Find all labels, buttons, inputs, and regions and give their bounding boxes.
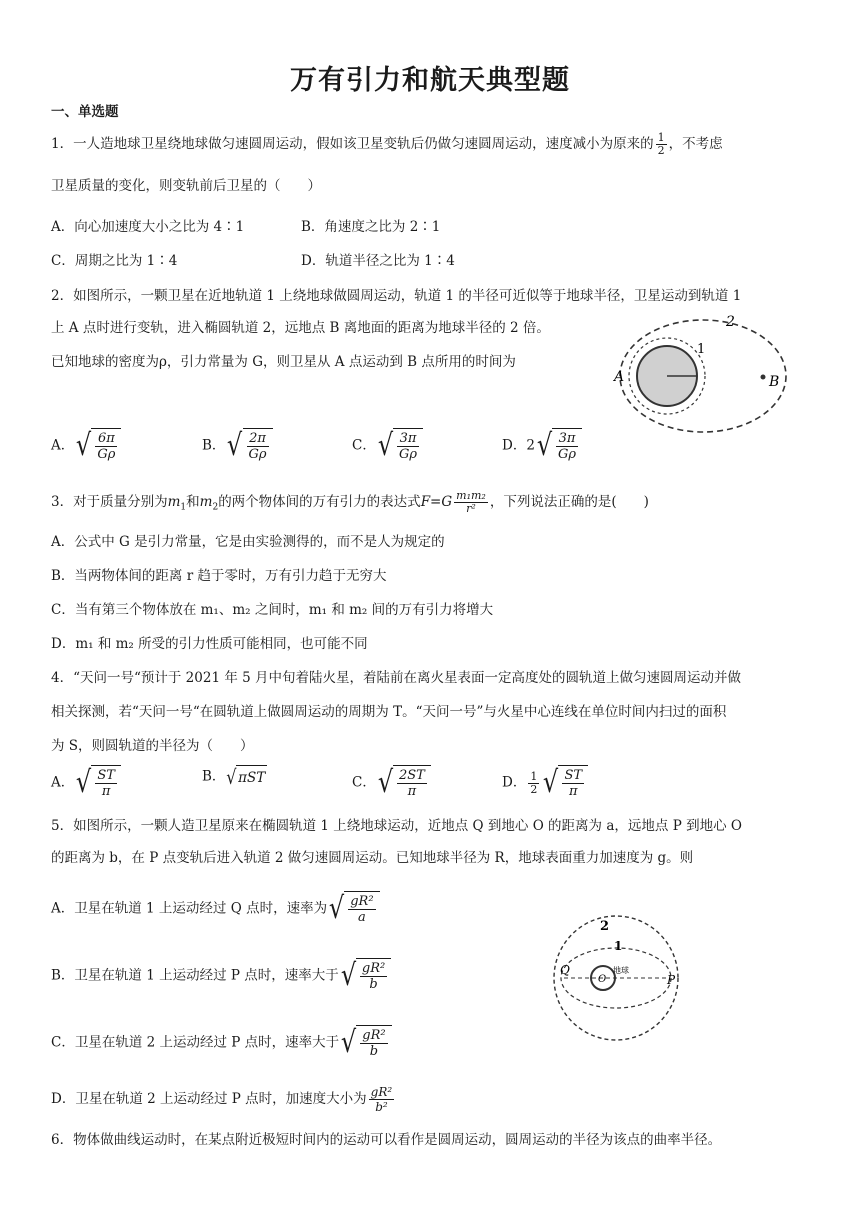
q5-label-q: Q — [560, 963, 570, 977]
q5-stem-line-1: 5．如图所示，一颗人造卫星原来在椭圆轨道 1 上绕地球运动，近地点 Q 到地心 O 的距离为 a，远地点 P 到地心 O — [51, 818, 742, 834]
q4-stem-line-1: 4．“天问一号“预计于 2021 年 5 月中旬着陆火星，着陆前在离火星表面一定高度处的圆轨道上做匀速圆周运动并做 — [51, 670, 742, 686]
page-title: 万有引力和航天典型题 — [290, 65, 570, 96]
q2-stem-line-3: 已知地球的密度为ρ，引力常量为 G，则卫星从 A 点运动到 B 点所用的时间为 — [51, 354, 516, 370]
q5-option-b: B．卫星在轨道 1 上运动经过 P 点时，速率大于 √ $\frac{\text{gR²}}{b}$ — [51, 958, 391, 994]
q2-option-b: B． √ $\frac{2\pi}{G\rho}$ — [202, 428, 273, 464]
q2-option-c: C． √ $\frac{3\pi}{G\rho}$ — [352, 428, 423, 464]
q4-stem-line-2: 相关探测，若“天问一号“在圆轨道上做圆周运动的周期为 T。“天问一号”与火星中心连线在单位时间内扫过的面积 — [51, 704, 727, 720]
q2-label-b: B — [769, 374, 780, 390]
q4-option-b: B． √ πST — [202, 765, 266, 789]
q4-option-c: C． √ $\frac{2ST}{\pi}$ — [352, 765, 431, 801]
q5-label-2: 2 — [600, 919, 610, 934]
q4-option-d: D． $\frac{1}{2}$ √ $\frac{ST}{\pi}$ — [502, 765, 588, 801]
q3-option-d: D．m₁ 和 m₂ 所受的引力性质可能相同，也可能不同 — [51, 636, 368, 652]
q2-label-1: 1 — [697, 342, 706, 357]
q1-option-a: A．向心加速度大小之比为 4∶1 — [51, 219, 245, 235]
q5-option-d: D．卫星在轨道 2 上运动经过 P 点时，加速度大小为 $\frac{\text{gR²}}{\text{b²}}$ — [51, 1085, 393, 1114]
q2-label-a: A — [614, 369, 625, 385]
section-heading: 一、单选题 — [51, 104, 119, 120]
q3-option-a: A．公式中 G 是引力常量，它是由实验测得的，而不是人为规定的 — [51, 534, 445, 550]
q4-stem-line-3: 为 S，则圆轨道的半径为（ ） — [51, 738, 254, 754]
q3-option-c: C．当有第三个物体放在 m₁、m₂ 之间时，m₁ 和 m₂ 间的万有引力将增大 — [51, 602, 494, 618]
q2-label-2: 2 — [726, 314, 735, 330]
q6-stem: 6．物体做曲线运动时，在某点附近极短时间内的运动可以看作是圆周运动，圆周运动的半径为该点的曲率半径。 — [51, 1132, 722, 1148]
q3-option-b: B．当两物体间的距离 r 趋于零时，万有引力趋于无穷大 — [51, 568, 387, 584]
q1-option-b: B．角速度之比为 2∶1 — [301, 219, 441, 235]
q2-option-a: A． √ $\frac{6\pi}{G\rho}$ — [51, 428, 121, 464]
q1-stem-line-2: 卫星质量的变化，则变轨前后卫星的（ ） — [51, 178, 321, 194]
q2-orbit-figure — [608, 308, 798, 440]
q2-point-b — [761, 375, 766, 380]
q2-stem-line-1: 2．如图所示，一颗卫星在近地轨道 1 上绕地球做圆周运动，轨道 1 的半径可近似等于地球半径，卫星运动到轨道 1 — [51, 288, 742, 304]
q2-stem-line-2: 上 A 点时进行变轨，进入椭圆轨道 2，远地点 B 离地面的距离为地球半径的 2 倍。 — [51, 320, 550, 336]
q5-label-o: O — [598, 974, 607, 985]
q5-option-a: A．卫星在轨道 1 上运动经过 Q 点时，速率为 √ $\frac{\text{gR²}}{a}$ — [51, 891, 380, 927]
q5-label-earth: 地球 — [613, 966, 629, 975]
q3-stem: 3．对于质量分别为$m_1$和$m_2$的两个物体间的万有引力的表达式F=G $\frac{\text{m₁m₂}}{\text{r²}}$ ，下列说法正确的是( ) — [51, 489, 649, 515]
q1-option-d: D．轨道半径之比为 1∶4 — [301, 253, 455, 269]
q5-label-1: 1 — [614, 939, 623, 953]
q1-stem-line-1: 1．一人造地球卫星绕地球做匀速圆周运动，假如该卫星变轨后仍做匀速圆周运动，速度减小为原来的 $\frac{1}{2}$ ，不考虑 — [51, 131, 723, 157]
q5-label-p: P — [667, 973, 676, 987]
q1-fraction: $\frac{1}{2}$ — [657, 131, 665, 157]
q2-option-d: D．2 √ $\frac{3\pi}{G\rho}$ — [502, 428, 582, 464]
q1-option-c: C．周期之比为 1∶4 — [51, 253, 178, 269]
q5-option-c: C．卫星在轨道 2 上运动经过 P 点时，速率大于 √ $\frac{\text{gR²}}{b}$ — [51, 1025, 392, 1061]
q5-stem-line-2: 的距离为 b，在 P 点变轨后进入轨道 2 做匀速圆周运动。已知地球半径为 R，地球表面重力加速度为 g。则 — [51, 850, 694, 866]
q4-option-a: A． √ $\frac{ST}{\pi}$ — [51, 765, 121, 801]
q3-formula-fraction: $\frac{\text{m₁m₂}}{\text{r²}}$ — [456, 489, 486, 515]
q5-orbit-figure — [540, 910, 690, 1044]
